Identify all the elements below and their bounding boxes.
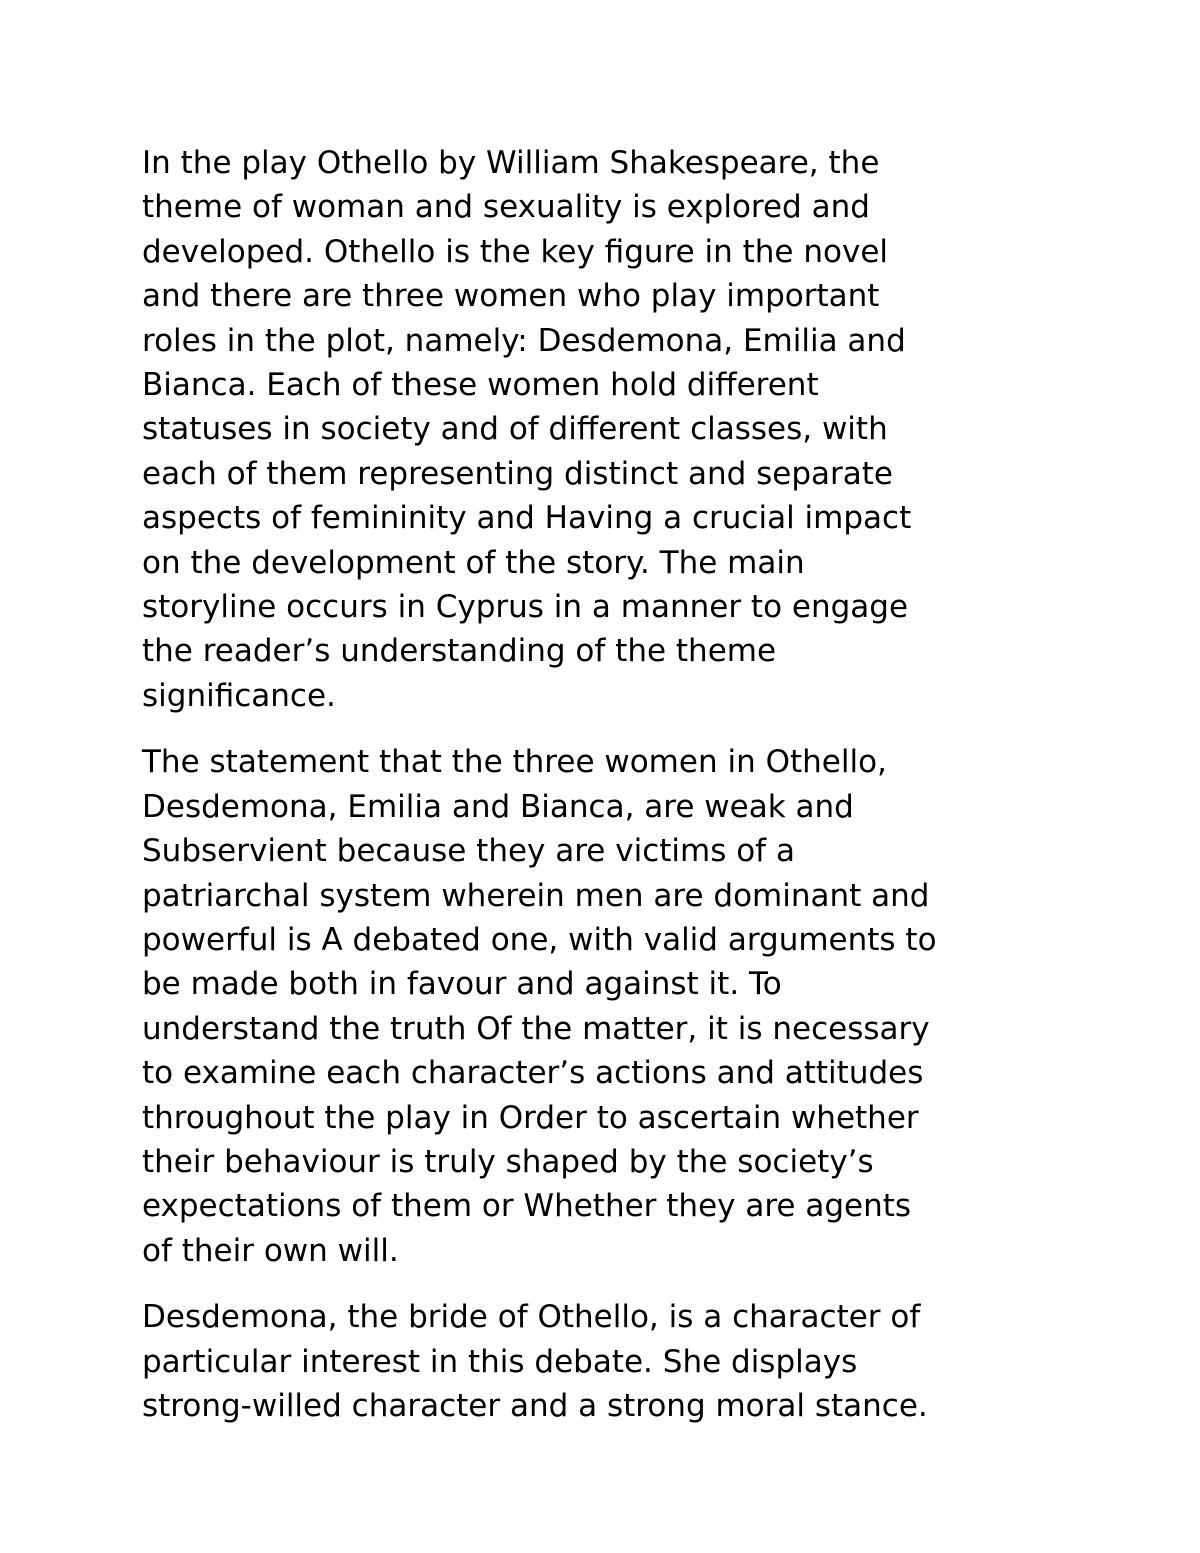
text-line: developed. Othello is the key figure in the novel (142, 233, 888, 270)
text-line: to examine each character’s actions and attitudes (142, 1055, 924, 1092)
text-line: storyline occurs in Cyprus in a manner to engage (142, 589, 909, 626)
text-line: their behaviour is truly shaped by the society’s (142, 1143, 874, 1180)
text-line: significance. (142, 677, 336, 714)
paragraph-3 (142, 1295, 1142, 1428)
document-body (142, 141, 1142, 1450)
text-line: Subservient because they are victims of a (142, 833, 795, 870)
paragraph-1 (142, 141, 1142, 718)
text-line: Bianca. Each of these women hold different (142, 367, 819, 404)
text-line: on the development of the story. The main (142, 544, 805, 581)
text-line: each of them representing distinct and separate (142, 455, 893, 492)
text-line: In the play Othello by William Shakespeare, the (142, 145, 880, 181)
text-line: The statement that the three women in Othello, (142, 744, 887, 781)
text-line: the reader’s understanding of the theme (142, 633, 777, 670)
text-line: be made both in favour and against it. To (142, 966, 782, 1003)
text-line: Desdemona, Emilia and Bianca, are weak and (142, 788, 854, 825)
text-line: patriarchal system wherein men are dominant and (142, 877, 930, 914)
text-line: throughout the play in Order to ascertain whether (142, 1099, 919, 1136)
text-line: aspects of femininity and Having a crucial impact (142, 500, 912, 537)
text-line: roles in the plot, namely: Desdemona, Emilia and (142, 322, 906, 359)
text-line: strong-willed character and a strong moral stance. (142, 1387, 928, 1424)
text-line: theme of woman and sexuality is explored and (142, 189, 870, 226)
text-line: and there are three women who play important (142, 278, 880, 315)
paragraph-2 (142, 740, 1142, 1273)
text-line: Desdemona, the bride of Othello, is a character of (142, 1299, 921, 1336)
text-line: statuses in society and of different classes, with (142, 411, 888, 448)
text-line: expectations of them or Whether they are agents (142, 1188, 912, 1225)
text-line: of their own will. (142, 1232, 399, 1269)
text-line: powerful is A debated one, with valid arguments to (142, 921, 937, 958)
text-line: particular interest in this debate. She displays (142, 1343, 858, 1380)
text-line: understand the truth Of the matter, it is necessary (142, 1010, 930, 1047)
